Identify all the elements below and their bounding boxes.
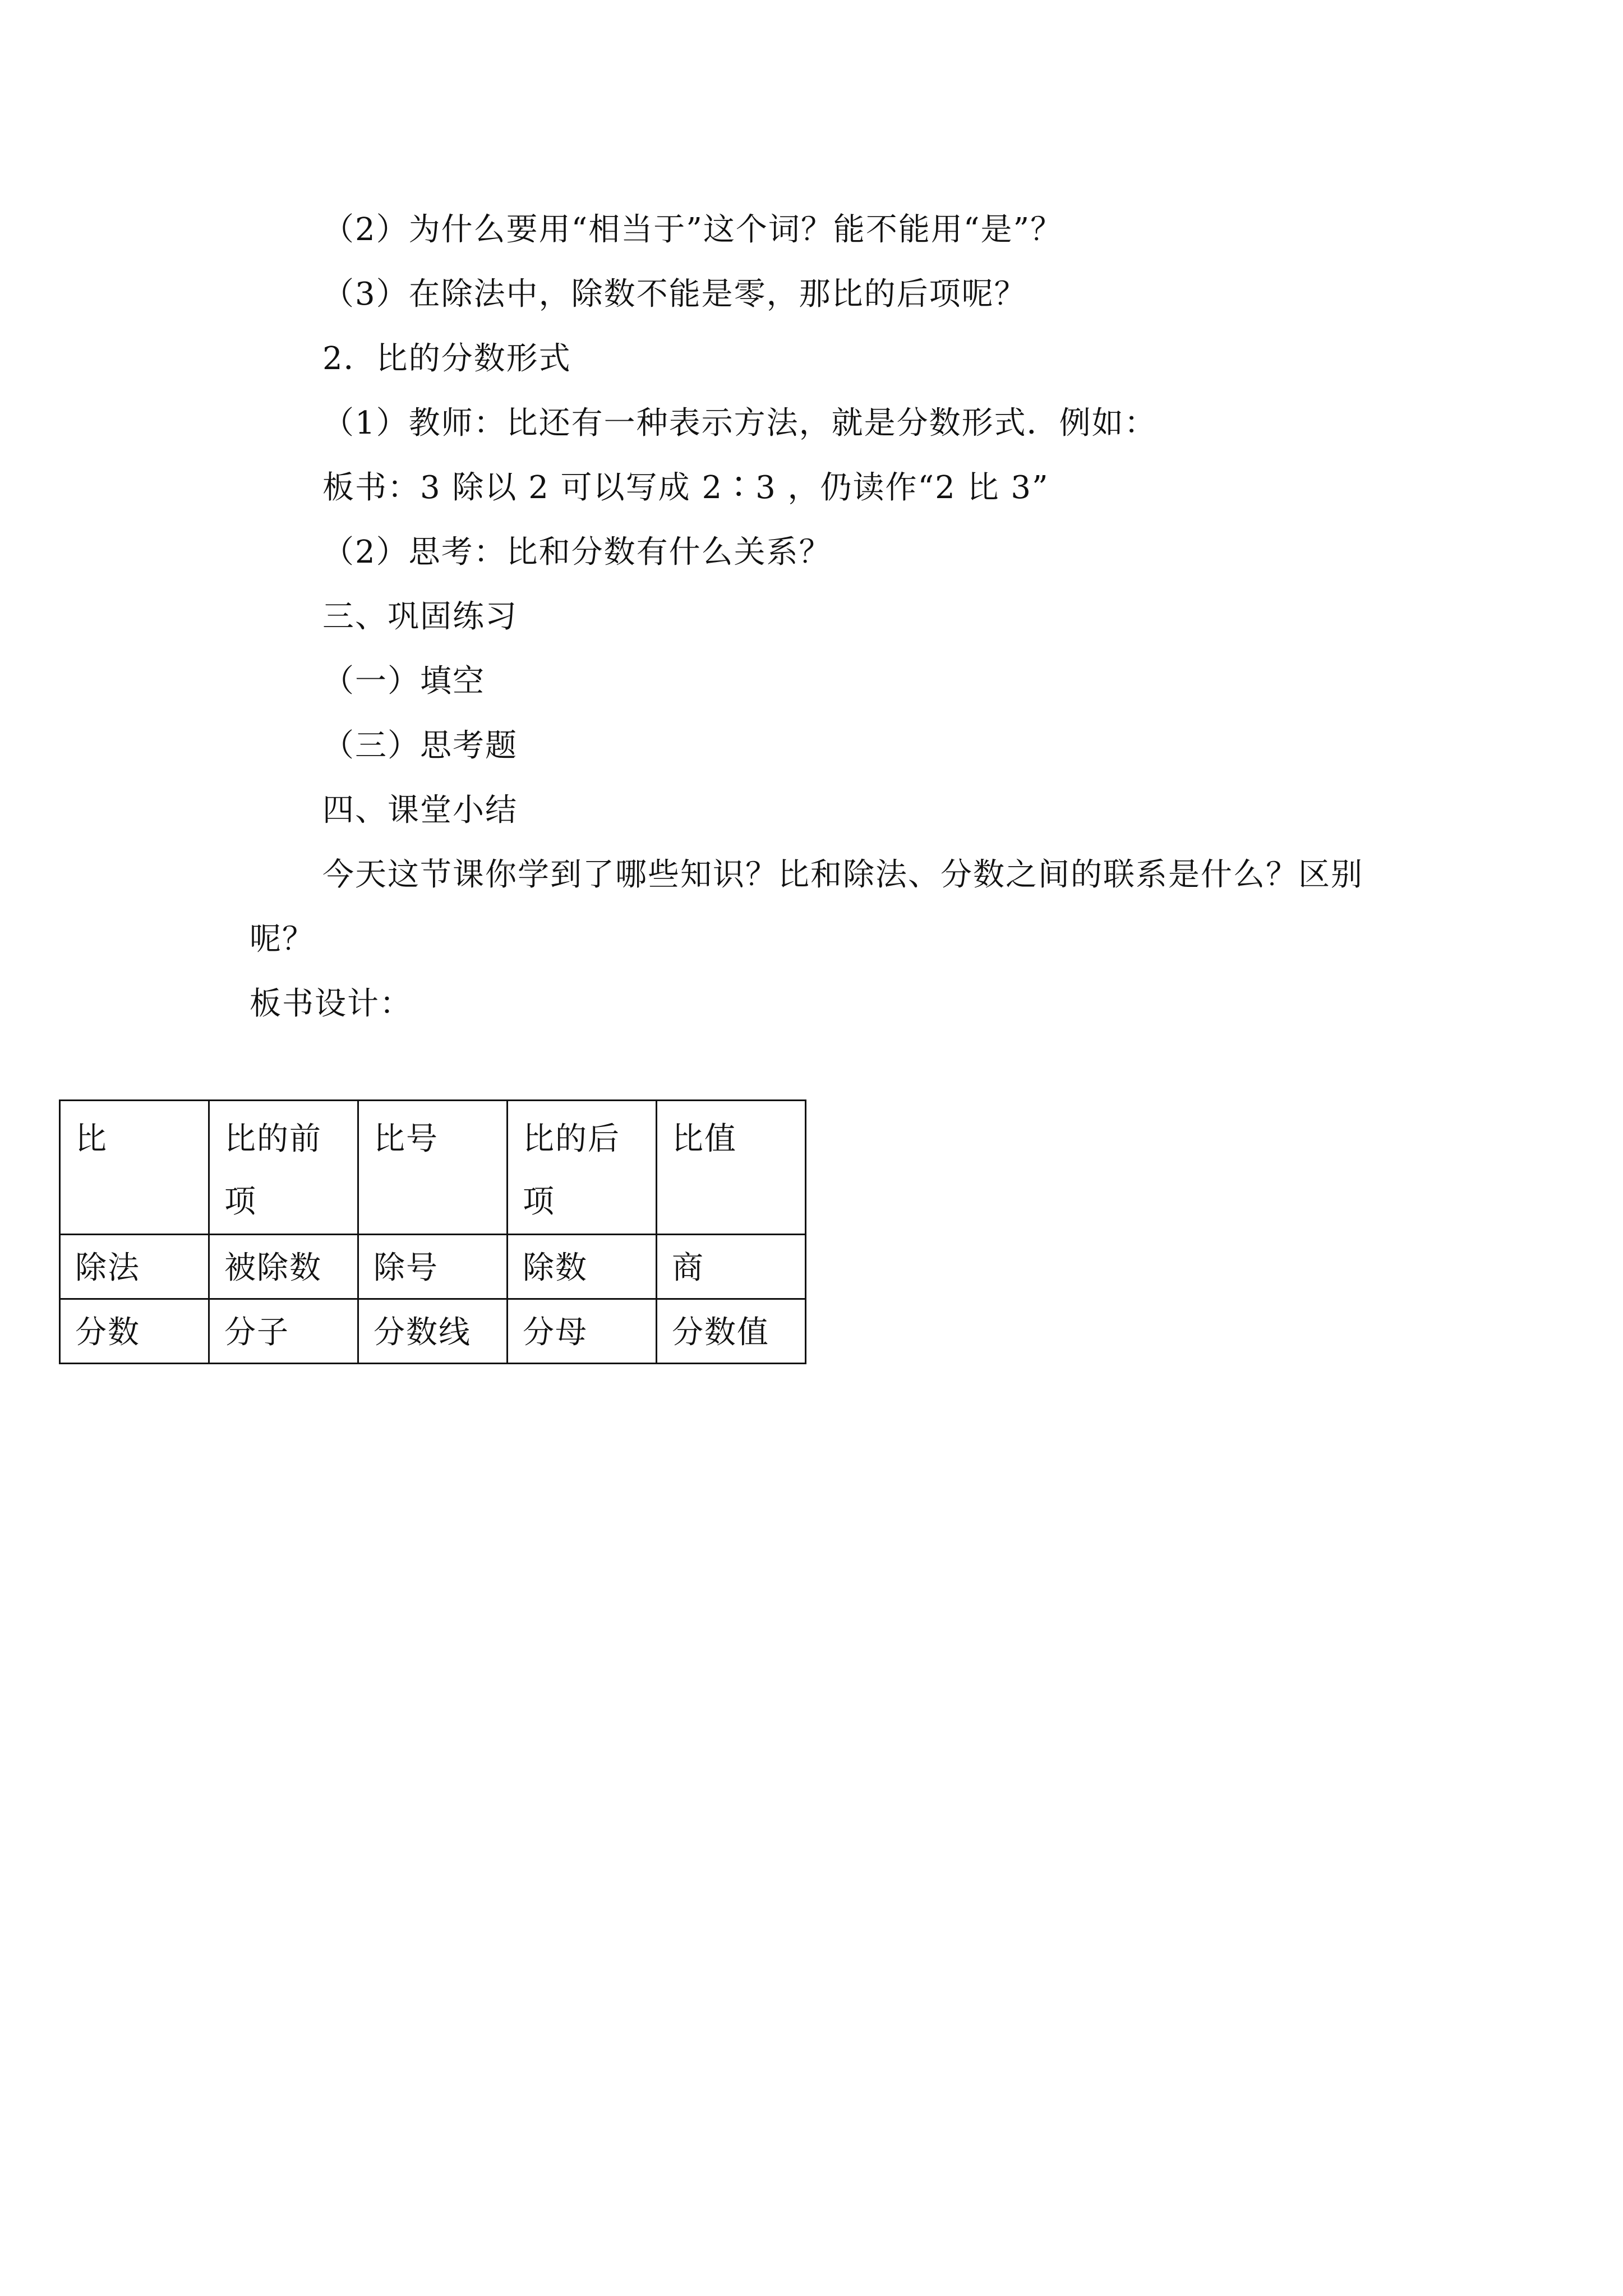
thinking-question-line: （2）思考：比和分数有什么关系？ (322, 534, 832, 570)
question-2-line: （2）为什么要用“相当于”这个词？能不能用“是”？ (322, 211, 1063, 248)
table-cell: 除数 (508, 1235, 657, 1299)
table-cell: 比号 (358, 1101, 508, 1235)
board-design-table (59, 1099, 806, 1364)
section-practice-heading: 三、巩固练习 (322, 599, 518, 635)
table-cell: 比的后项 (508, 1101, 657, 1235)
table-cell: 分母 (508, 1299, 657, 1364)
table-cell: 除号 (358, 1235, 508, 1299)
table-cell: 比值 (657, 1101, 806, 1235)
table-cell: 除法 (60, 1235, 209, 1299)
summary-text-line-1: 今天这节课你学到了哪些知识？比和除法、分数之间的联系是什么？区别 (322, 857, 1363, 893)
section-summary-heading: 四、课堂小结 (322, 792, 518, 829)
table-cell: 分数线 (358, 1299, 508, 1364)
table-row (60, 1101, 806, 1235)
table-cell: 被除数 (209, 1235, 358, 1299)
summary-text-line-2: 呢？ (250, 921, 315, 958)
table-cell: 分数 (60, 1299, 209, 1364)
table-cell: 分数值 (657, 1299, 806, 1364)
table-cell: 商 (657, 1235, 806, 1299)
table-cell: 分子 (209, 1299, 358, 1364)
teacher-explanation-line: （1）教师：比还有一种表示方法，就是分数形式．例如： (322, 405, 1157, 441)
thinking-problem-item: （三）思考题 (322, 728, 518, 764)
section-fraction-form-heading: 2．比的分数形式 (322, 341, 571, 377)
table-cell: 比的前项 (209, 1101, 358, 1235)
fill-blank-item: （一）填空 (322, 663, 485, 700)
table-cell: 比 (60, 1101, 209, 1235)
table-row (60, 1235, 806, 1299)
question-3-line: （3）在除法中，除数不能是零，那比的后项呢？ (322, 276, 1027, 312)
board-design-label: 板书设计： (250, 986, 412, 1022)
board-writing-line: 板书：3 除以 2 可以写成 2∶3 ，仍读作“2 比 3” (322, 470, 1049, 506)
table-row (60, 1299, 806, 1364)
